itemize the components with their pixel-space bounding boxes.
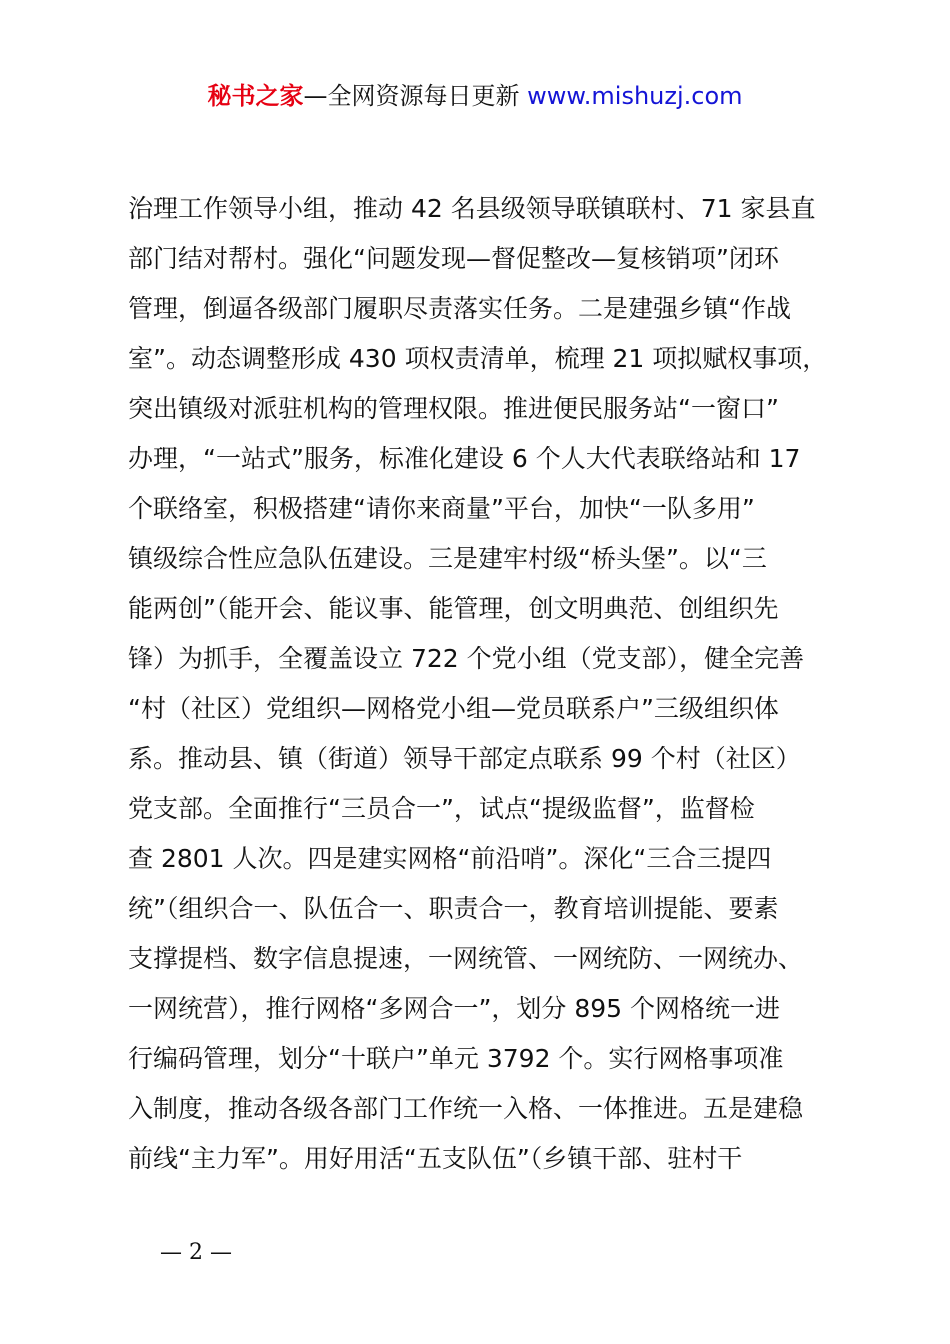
text-line: 查 2801 人次。四是建实网格“前沿哨”。深化“三合三提四 xyxy=(128,844,772,873)
text-line: 入制度，推动各级各部门工作统一入格、一体推进。五是建稳 xyxy=(128,1094,804,1123)
text-line: 治理工作领导小组，推动 42 名县级领导联镇联村、71 家县直 xyxy=(128,194,816,223)
text-line: 镇级综合性应急队伍建设。三是建牢村级“桥头堡”。以“三 xyxy=(128,544,767,573)
text-line: “村（社区）党组织—网格党小组—党员联系户”三级组织体 xyxy=(128,694,779,723)
page-header xyxy=(0,80,950,112)
text-line: 办理，“一站式”服务，标准化建设 6 个人大代表联络站和 17 xyxy=(128,444,801,473)
text-line: 突出镇级对派驻机构的管理权限。推进便民服务站“一窗口” xyxy=(128,394,779,423)
text-line: 个联络室，积极搭建“请你来商量”平台，加快“一队多用” xyxy=(128,494,755,523)
text-line: 系。推动县、镇（街道）领导干部定点联系 99 个村（社区） xyxy=(128,744,801,773)
text-line: 锋）为抓手，全覆盖设立 722 个党小组（党支部），健全完善 xyxy=(128,644,805,673)
text-line: 一网统营），推行网格“多网合一”，划分 895 个网格统一进 xyxy=(128,994,781,1023)
text-line: 管理，倒逼各级部门履职尽责落实任务。二是建强乡镇“作战 xyxy=(128,294,791,323)
text-line: 前线“主力军”。用好用活“五支队伍”（乡镇干部、驻村干 xyxy=(128,1144,743,1173)
text-line: 能两创”（能开会、能议事、能管理，创文明典范、创组织先 xyxy=(128,594,779,623)
text-line: 行编码管理，划分“十联户”单元 3792 个。实行网格事项准 xyxy=(128,1044,784,1073)
text-line: 支撑提档、数字信息提速，一网统管、一网统防、一网统办、 xyxy=(128,944,804,973)
text-line: 部门结对帮村。强化“问题发现—督促整改—复核销项”闭环 xyxy=(128,244,779,273)
website-link[interactable]: www.mishuzj.com xyxy=(527,82,743,110)
header-tagline: —全网资源每日更新 xyxy=(303,82,520,110)
brand-name: 秘书之家 xyxy=(207,82,304,110)
body-text xyxy=(128,184,848,1184)
text-line: 室”。动态调整形成 430 项权责清单，梳理 21 项拟赋权事项， xyxy=(128,344,828,373)
text-line: 统”（组织合一、队伍合一、职责合一，教育培训提能、要素 xyxy=(128,894,779,923)
text-line: 党支部。全面推行“三员合一”，试点“提级监督”，监督检 xyxy=(128,794,755,823)
page-number: — 2 — xyxy=(160,1240,232,1265)
